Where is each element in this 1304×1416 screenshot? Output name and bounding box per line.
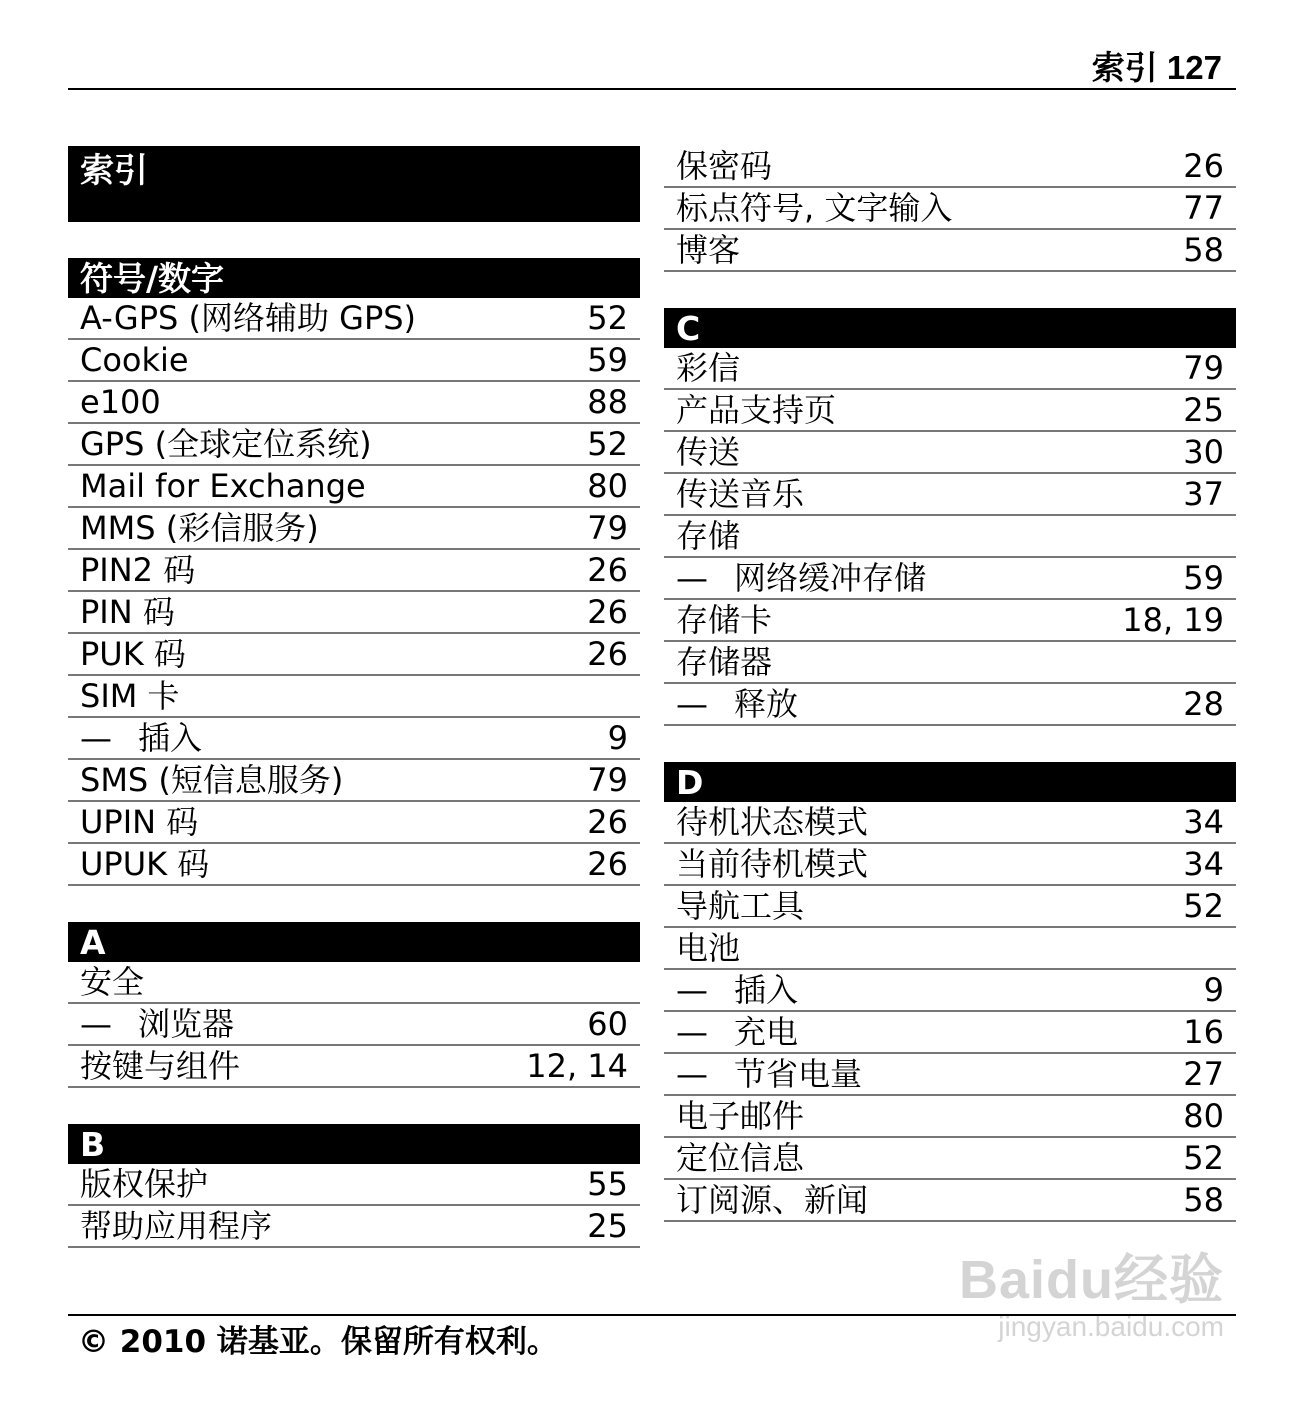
right-sections: [664, 146, 1236, 1222]
entry-page-number: 79: [1183, 349, 1224, 387]
index-entry: [664, 802, 1236, 844]
index-section: [664, 762, 1236, 1222]
index-entry: [664, 474, 1236, 516]
entry-label: [676, 928, 1224, 968]
entry-text: PIN2 码: [80, 551, 196, 589]
index-entry: [68, 844, 640, 886]
index-entry: [664, 1096, 1236, 1138]
entry-label: [676, 600, 1122, 640]
left-sections: [68, 258, 640, 1248]
entry-text: 插入: [734, 971, 799, 1009]
index-section: [664, 308, 1236, 726]
entry-label: [80, 1206, 587, 1246]
entry-page-number: 27: [1183, 1055, 1224, 1093]
index-entry: [68, 1046, 640, 1088]
index-entry: [664, 928, 1236, 970]
subentry-dash: —: [676, 685, 708, 723]
entry-text: Cookie: [80, 341, 189, 379]
copyright-text: © 2010 诺基亚。保留所有权利。: [78, 1324, 558, 1360]
entry-page-number: 52: [587, 425, 628, 463]
index-entry: [68, 424, 640, 466]
entry-text: 订阅源、新闻: [676, 1181, 869, 1219]
entry-text: 标点符号, 文字输入: [676, 189, 953, 227]
entry-page-number: 60: [587, 1005, 628, 1043]
entry-label: [676, 1138, 1183, 1178]
entry-label: [676, 684, 1183, 724]
entry-text: 存储卡: [676, 601, 773, 639]
entry-page-number: 26: [587, 845, 628, 883]
entry-text: 版权保护: [80, 1165, 209, 1203]
entry-label: [676, 1096, 1183, 1136]
index-entry: [664, 1180, 1236, 1222]
index-subentry: [664, 970, 1236, 1012]
index-entry: [68, 508, 640, 550]
entry-label: [80, 844, 587, 884]
entry-text: PIN 码: [80, 593, 175, 631]
entry-label: [80, 634, 587, 674]
index-entry: [68, 1206, 640, 1248]
index-subentry: [664, 684, 1236, 726]
entry-label: [676, 516, 1224, 556]
entry-label: [80, 550, 587, 590]
index-entry: [68, 962, 640, 1004]
watermark-main: Baidu经验: [958, 1250, 1224, 1310]
index-entry: [68, 592, 640, 634]
index-entry: [664, 844, 1236, 886]
entry-page-number: 52: [1183, 1139, 1224, 1177]
index-entry: [68, 382, 640, 424]
entry-page-number: 34: [1183, 845, 1224, 883]
entry-label: [676, 1054, 1183, 1094]
index-section: [664, 146, 1236, 272]
entry-label: [676, 390, 1183, 430]
index-entry: [68, 466, 640, 508]
entry-page-number: 77: [1183, 189, 1224, 227]
entry-page-number: 26: [587, 593, 628, 631]
entry-page-number: 34: [1183, 803, 1224, 841]
subentry-dash: —: [676, 559, 708, 597]
entry-label: [80, 382, 587, 422]
entry-page-number: 58: [1183, 231, 1224, 269]
entry-label: [80, 592, 587, 632]
entry-page-number: 52: [1183, 887, 1224, 925]
entry-text: UPIN 码: [80, 803, 199, 841]
entry-text: 待机状态模式: [676, 803, 869, 841]
entry-page-number: 26: [587, 803, 628, 841]
index-entry: [68, 1164, 640, 1206]
entry-text: 彩信: [676, 349, 741, 387]
entry-text: SIM 卡: [80, 677, 180, 715]
entry-text: UPUK 码: [80, 845, 210, 883]
index-entry: [664, 1138, 1236, 1180]
entry-label: [80, 1164, 587, 1204]
entry-page-number: 55: [587, 1165, 628, 1203]
section-heading: A: [68, 922, 640, 962]
index-entry: [664, 146, 1236, 188]
subentry-dash: —: [676, 1055, 708, 1093]
entry-label: [80, 424, 587, 464]
entry-label: [80, 718, 608, 758]
entry-label: [80, 962, 628, 1002]
entry-text: e100: [80, 383, 161, 421]
entry-text: 按键与组件: [80, 1047, 241, 1085]
subentry-dash: —: [676, 1013, 708, 1051]
right-column: [664, 146, 1236, 1258]
entry-text: 电子邮件: [676, 1097, 805, 1135]
entry-page-number: 59: [587, 341, 628, 379]
index-entry: [664, 188, 1236, 230]
section-heading: B: [68, 1124, 640, 1164]
entry-text: 存储器: [676, 643, 773, 681]
entry-label: [676, 886, 1183, 926]
index-entry: [68, 298, 640, 340]
index-entry: [664, 516, 1236, 558]
index-entry: [68, 802, 640, 844]
entry-text: 网络缓冲存储: [734, 559, 927, 597]
entry-page-number: 80: [587, 467, 628, 505]
subentry-dash: —: [80, 719, 112, 757]
entry-page-number: 58: [1183, 1181, 1224, 1219]
entry-page-number: 52: [587, 299, 628, 337]
entry-page-number: 16: [1183, 1013, 1224, 1051]
index-subentry: [664, 1054, 1236, 1096]
entry-page-number: 18, 19: [1122, 601, 1224, 639]
entry-label: [676, 844, 1183, 884]
entry-label: [676, 230, 1183, 270]
entry-text: 充电: [734, 1013, 799, 1051]
subentry-dash: —: [80, 1005, 112, 1043]
index-entry: [664, 390, 1236, 432]
entry-page-number: 59: [1183, 559, 1224, 597]
index-subentry: [664, 558, 1236, 600]
entry-text: 插入: [138, 719, 203, 757]
entry-text: 存储: [676, 517, 741, 555]
baidu-watermark: [959, 1250, 1224, 1344]
index-entry: [68, 676, 640, 718]
page-header: [68, 44, 1236, 90]
entry-page-number: 25: [1183, 391, 1224, 429]
entry-page-number: 79: [587, 509, 628, 547]
entry-page-number: 80: [1183, 1097, 1224, 1135]
entry-text: 浏览器: [138, 1005, 235, 1043]
entry-label: [80, 760, 587, 800]
entry-label: [80, 508, 587, 548]
entry-page-number: 12, 14: [526, 1047, 628, 1085]
entry-text: 保密码: [676, 147, 773, 185]
entry-text: 传送音乐: [676, 475, 805, 513]
entry-label: [676, 432, 1183, 472]
entry-label: [80, 1004, 587, 1044]
entry-page-number: 26: [1183, 147, 1224, 185]
index-entry: [664, 230, 1236, 272]
entry-text: 节省电量: [734, 1055, 863, 1093]
index-entry: [68, 550, 640, 592]
section-heading: 符号/数字: [68, 258, 640, 298]
entry-page-number: 28: [1183, 685, 1224, 723]
entry-text: 产品支持页: [676, 391, 837, 429]
index-section: [68, 1124, 640, 1248]
index-entry: [664, 642, 1236, 684]
entry-page-number: 30: [1183, 433, 1224, 471]
index-title: 索引: [68, 146, 640, 222]
entry-page-number: 88: [587, 383, 628, 421]
entry-page-number: 26: [587, 635, 628, 673]
index-entry: [68, 760, 640, 802]
entry-label: [80, 298, 587, 338]
entry-page-number: 26: [587, 551, 628, 589]
entry-text: PUK 码: [80, 635, 186, 673]
entry-page-number: 79: [587, 761, 628, 799]
entry-text: A-GPS (网络辅助 GPS): [80, 299, 417, 337]
entry-text: 定位信息: [676, 1139, 805, 1177]
entry-label: [676, 1012, 1183, 1052]
watermark-url: jingyan.baidu.com: [998, 1311, 1224, 1342]
entry-label: [676, 474, 1183, 514]
entry-page-number: 37: [1183, 475, 1224, 513]
entry-text: SMS (短信息服务): [80, 761, 344, 799]
entry-page-number: 9: [607, 719, 628, 757]
index-subentry: [664, 1012, 1236, 1054]
left-column: [68, 146, 640, 1284]
index-entry: [68, 340, 640, 382]
index-entry: [664, 886, 1236, 928]
entry-text: 电池: [676, 929, 741, 967]
entry-text: 博客: [676, 231, 741, 269]
entry-label: [80, 466, 587, 506]
section-heading: D: [664, 762, 1236, 802]
entry-page-number: 25: [587, 1207, 628, 1245]
entry-label: [676, 188, 1183, 228]
entry-text: 安全: [80, 963, 145, 1001]
subentry-dash: —: [676, 971, 708, 1009]
index-subentry: [68, 1004, 640, 1046]
section-heading: C: [664, 308, 1236, 348]
index-entry: [664, 600, 1236, 642]
entry-label: [676, 642, 1224, 682]
entry-label: [80, 676, 628, 716]
entry-text: 当前待机模式: [676, 845, 869, 883]
entry-label: [676, 348, 1183, 388]
entry-label: [676, 802, 1183, 842]
index-section: [68, 258, 640, 886]
entry-text: MMS (彩信服务): [80, 509, 319, 547]
index-entry: [664, 432, 1236, 474]
entry-label: [676, 146, 1183, 186]
page-header-text: 索引 127: [1091, 49, 1222, 86]
index-section: [68, 922, 640, 1088]
entry-label: [80, 340, 587, 380]
entry-label: [676, 1180, 1183, 1220]
index-entry: [68, 634, 640, 676]
entry-text: Mail for Exchange: [80, 467, 366, 505]
index-subentry: [68, 718, 640, 760]
entry-label: [676, 970, 1204, 1010]
entry-label: [80, 802, 587, 842]
index-entry: [664, 348, 1236, 390]
entry-text: 导航工具: [676, 887, 805, 925]
entry-text: 帮助应用程序: [80, 1207, 273, 1245]
entry-text: GPS (全球定位系统): [80, 425, 372, 463]
entry-label: [676, 558, 1183, 598]
entry-label: [80, 1046, 526, 1086]
entry-page-number: 9: [1203, 971, 1224, 1009]
entry-text: 释放: [734, 685, 799, 723]
entry-text: 传送: [676, 433, 741, 471]
